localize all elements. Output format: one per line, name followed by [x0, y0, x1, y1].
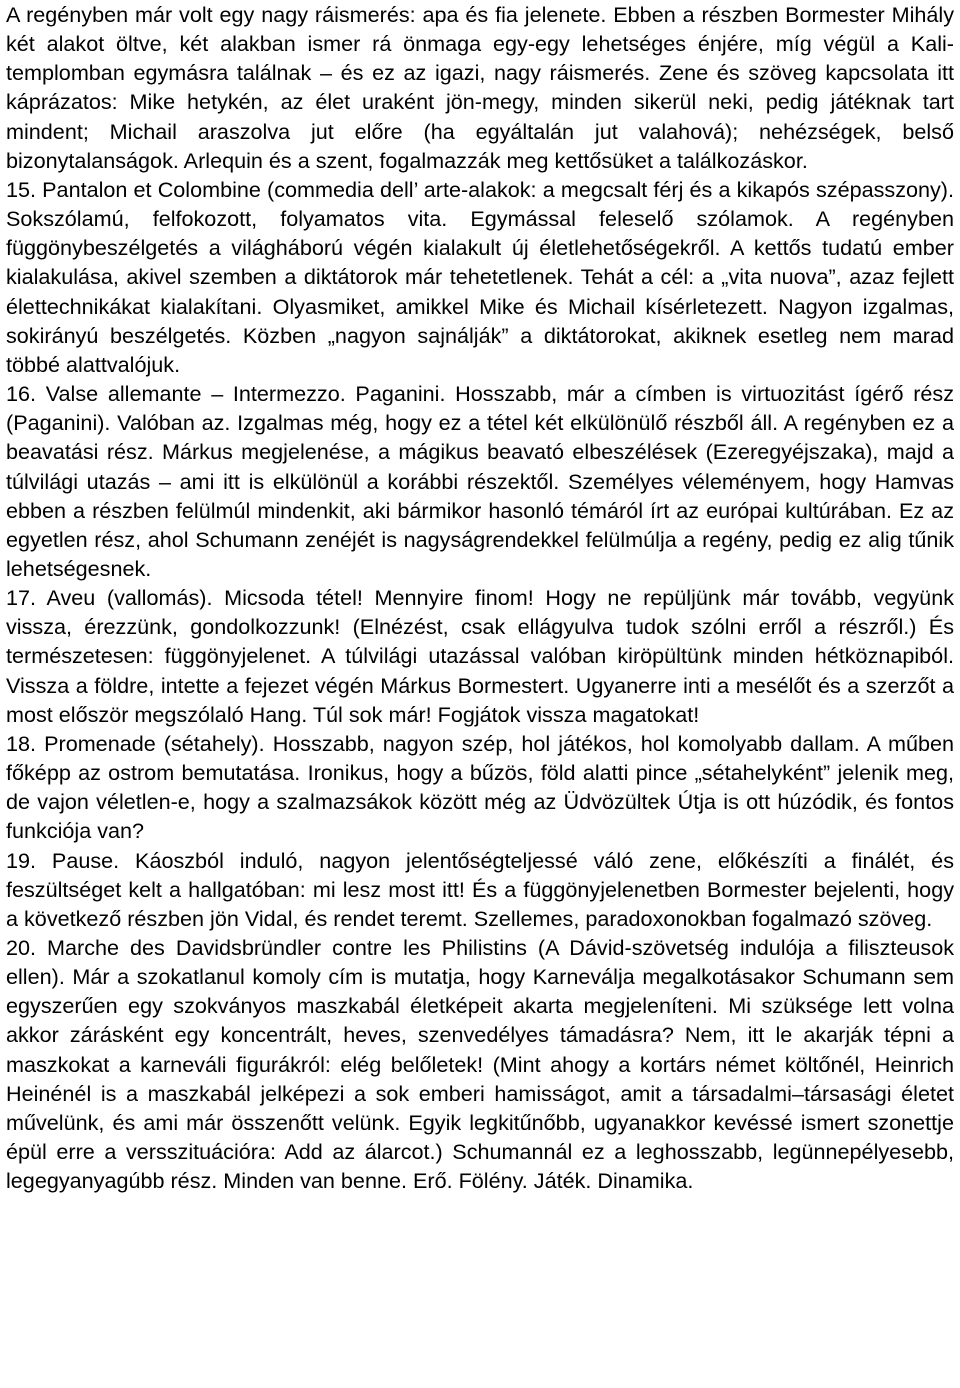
paragraph-20-marche: 20. Marche des Davidsbründler contre les Philistins (A Dávid-szövetség indulója a filiszteusok ellen). Már a szokatlanul komoly cím is mutatja, hogy Karneválja megalkotásakor Schumann sem egyszerűen egy szokványos maszkabál életképeit akarta megjeleníteni. Mi szüksége lett volna akkor zárásként egy koncentrált, heves, szenvedélyes támadásra? Nem, itt le akarják tépni a maszkokat a karneváli figurákról: elég belőletek! (Mint ahogy a kortárs német költőnél, Heinrich Heinénél is a maszkabál jelképezi a sok emberi hamisságot, amit a társadalmi–társasági életet művelünk, és ami már összenőtt velünk. Egyik legkitűnőbb, ugyanakkor kevéssé ismert szonettje épül erre a versszituációra: Add az álarcot.) Schumannál ez a leghosszabb, legünnepélyesebb, legegyanyagúbb rész. Minden van benne. Erő. Fölény. Játék. Dinamika. [6, 935, 954, 1194]
paragraph-16-valse-allemande: 16. Valse allemante – Intermezzo. Paganini. Hosszabb, már a címben is virtuozitást ígérő rész (Paganini). Valóban az. Izgalmas még, hogy ez a tétel két elkülönülő részből áll. A regényben ez a beavatási rész. Márkus megjelenése, a mágikus beavató elbeszélések (Ezeregyéjszaka), majd a túlvilági utazás – ami itt is elkülönül a korábbi részektől. Személyes véleményem, hogy Hamvas ebben a részben felülmúl mindenkit, aki bármikor hasonló témáról írt az európai kultúrában. Ez az egyetlen rész, ahol Schumann zenéjét is nagyságrendekkel felülmúlja a regény, pedig ez alig tűnik lehetségesnek. [6, 381, 954, 581]
paragraph-19-pause: 19. Pause. Káoszból induló, nagyon jelentőségteljessé váló zene, előkészíti a finálét, és feszültséget kelt a hallgatóban: mi lesz most itt! És a függönyjelenetben Bormester bejelenti, hogy a következő részben jön Vidal, és rendet teremt. Szellemes, paradoxonokban fogalmazó szöveg. [6, 847, 954, 931]
paragraph-18-promenade: 18. Promenade (sétahely). Hosszabb, nagyon szép, hol játékos, hol komolyabb dallam. A műben főképp az ostrom bemutatása. Ironikus, hogy a bűzös, föld alatti pince „sétahelyként” jelenik meg, de vajon véletlen-e, hogy a szalmazsákok között még az Üdvözültek Útja is ott húzódik, és fontos funkciója van? [6, 730, 954, 844]
paragraph-15-pantalon-et-colombine: 15. Pantalon et Colombine (commedia dell’ arte-alakok: a megcsalt férj és a kikapós szépasszony). Sokszólamú, felfokozott, folyamatos vita. Egymással feleselő szólamok. A regényben függönybeszélgetés a világháború végén kialakult új életlehetőségekről. A kettős tudatú ember kialakulása, akivel szemben a diktátorok már tehetetlenek. Tehát a cél: a „vita nuova”, azaz fejlett élettechnikákat kialakítani. Olyasmiket, amikkel Mike és Michail kísérletezett. Nagyon izgalmas, sokirányú beszélgetés. Közben „nagyon sajnálják” a diktátorokat, akiknek esetleg nem marad többé alattvalójuk. [6, 176, 954, 377]
paragraph-intro: A regényben már volt egy nagy ráismerés: apa és fia jelenete. Ebben a részben Bormester Mihály két alakot öltve, két alakban ismer rá önmaga egy-egy lehetséges énjére, míg végül a Kali-templomban egymásra találnak – és ez az igazi, nagy ráismerés. Zene és szöveg kapcsolata itt káprázatos: Mike hetykén, az élet uraként jön-megy, minden sikerül neki, pedig játéknak tart mindent; Michail araszolva jut előre (ha egyáltalán jut valahová); nehézségek, belső bizonytalanságok. Arlequin és a szent, fogalmazzák meg kettősüket a találkozáskor. [6, 2, 954, 173]
paragraph-17-aveu: 17. Aveu (vallomás). Micsoda tétel! Mennyire finom! Hogy ne repüljünk már tovább, vegyünk vissza, érezzünk, gondolkozzunk! (Elnézést, csak ellágyulva tudok szólni erről a részről.) És természetesen: függönyjelenet. A túlvilági utazással valóban kiröpültünk minden hétköznapiból. Vissza a földre, intette a fejezet végén Márkus Bormestert. Ugyanerre inti a mesélőt és a szerzőt a most először megszólaló Hang. Túl sok már! Fogjátok vissza magatokat! [6, 585, 954, 727]
